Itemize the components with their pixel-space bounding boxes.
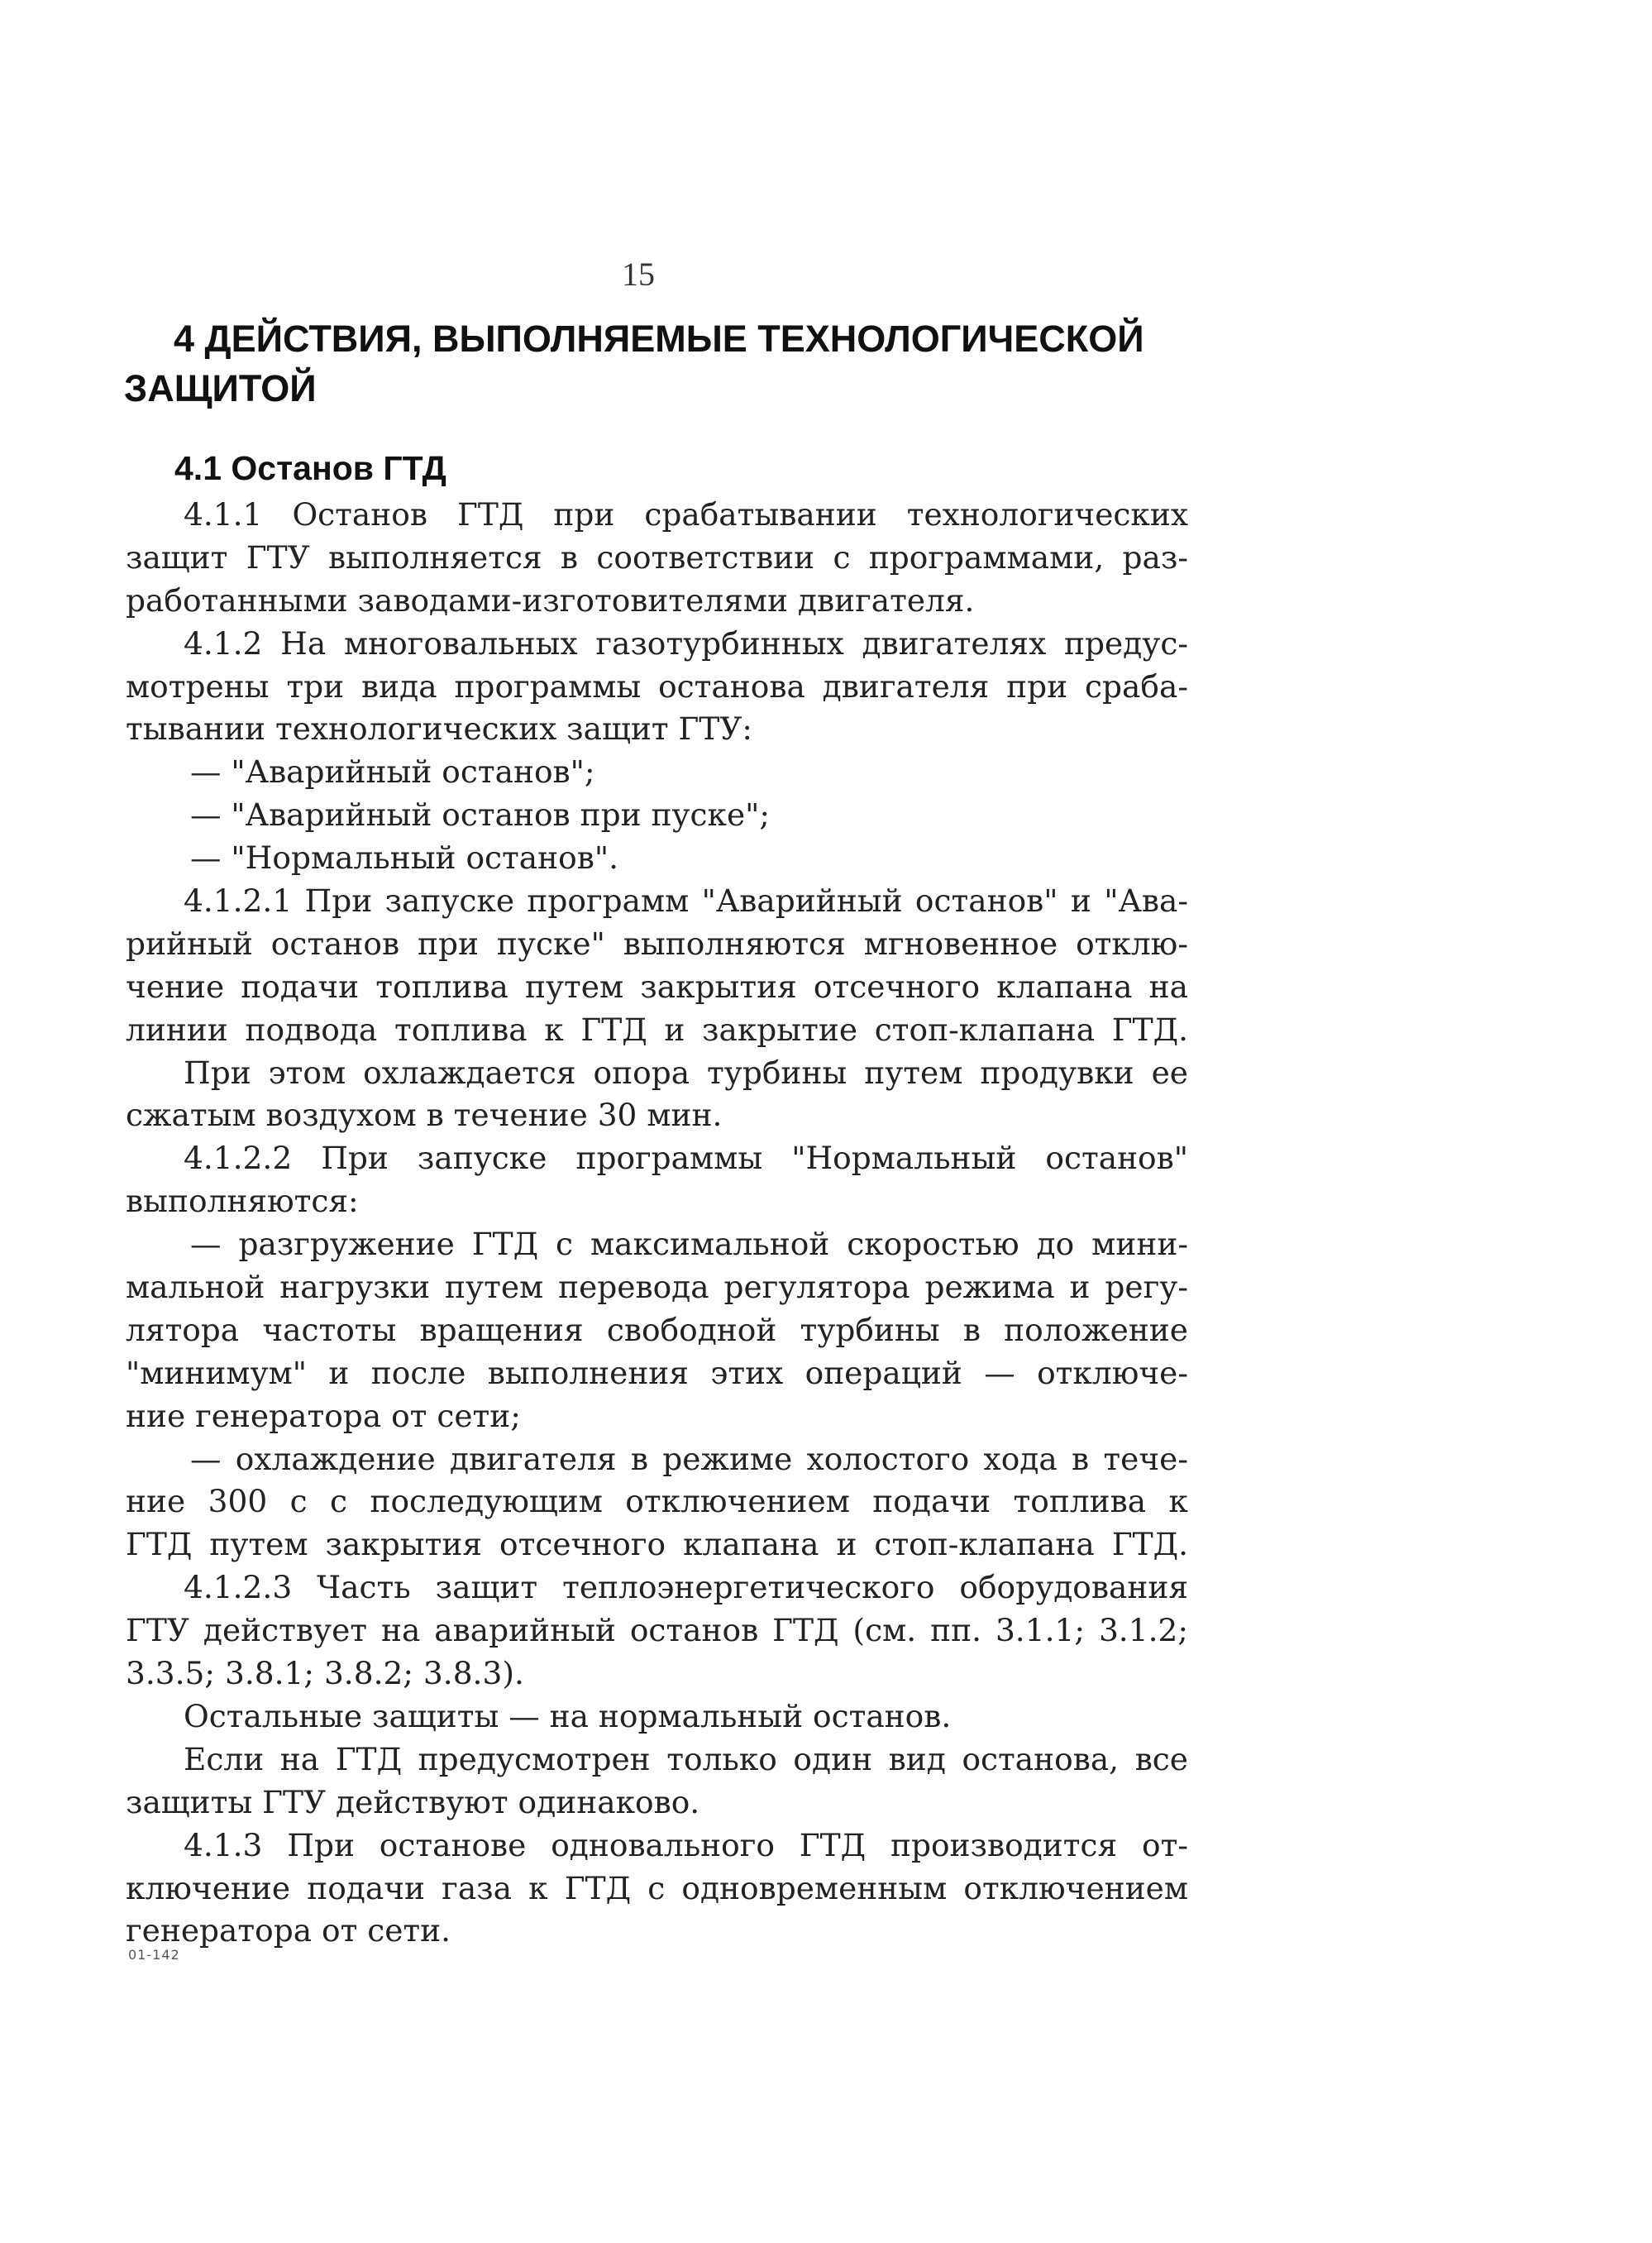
list-item: — "Нормальный останов". bbox=[190, 839, 619, 877]
body-text bbox=[126, 494, 1188, 1953]
text-line: 4.1.2.2 При запуске программы "Нормальный останов" bbox=[184, 1140, 1188, 1177]
page-number: 15 bbox=[622, 256, 655, 293]
text-line: ГТД путем закрытия отсечного клапана и стоп-клапана ГТД. bbox=[126, 1526, 1188, 1563]
text-line: Остальные защиты — на нормальный останов. bbox=[184, 1697, 952, 1734]
text-line: 4.1.2 На многовальных газотурбинных двигателях предус- bbox=[184, 624, 1188, 662]
text-line: 4.1.2.3 Часть защит теплоэнергетического оборудования bbox=[184, 1569, 1188, 1606]
text-line: линии подвода топлива к ГТД и закрытие стоп-клапана ГТД. bbox=[126, 1011, 1188, 1048]
text-line: мальной нагрузки путем перевода регулятора режима и регу- bbox=[126, 1269, 1188, 1306]
text-line: генератора от сети. bbox=[126, 1912, 451, 1949]
subsection-title: 4.1 Останов ГТД bbox=[174, 449, 446, 487]
text-line: защит ГТУ выполняется в соответствии с программами, раз- bbox=[126, 538, 1188, 576]
text-line: выполняются: bbox=[126, 1183, 359, 1220]
text-line: При этом охлаждается опора турбины путем продувки ее bbox=[184, 1054, 1188, 1091]
text-line: Если на ГТД предусмотрен только один вид останова, все bbox=[184, 1740, 1188, 1777]
section-title bbox=[124, 314, 1199, 414]
text-line: рийный останов при пуске" выполняются мгновенное отклю- bbox=[126, 925, 1188, 962]
section-title-line-2: ЗАЩИТОЙ bbox=[124, 367, 317, 409]
text-line: тывании технологических защит ГТУ: bbox=[126, 710, 753, 748]
text-line: ние 300 с с последующим отключением подачи топлива к bbox=[126, 1483, 1188, 1520]
text-line: 4.1.3 При останове одновального ГТД производится от- bbox=[184, 1826, 1188, 1863]
list-item: — "Аварийный останов при пуске"; bbox=[190, 796, 771, 834]
text-line: чение подачи топлива путем закрытия отсечного клапана на bbox=[126, 968, 1188, 1005]
footer-code: 01-142 bbox=[128, 1947, 180, 1963]
text-line: "минимум" и после выполнения этих операций — отключе- bbox=[126, 1354, 1188, 1391]
text-line: 3.3.5; 3.8.1; 3.8.2; 3.8.3). bbox=[126, 1655, 524, 1692]
text-line: сжатым воздухом в течение 30 мин. bbox=[126, 1097, 723, 1134]
text-line: защиты ГТУ действуют одинаково. bbox=[126, 1783, 700, 1820]
list-item: — охлаждение двигателя в режиме холостого хода в тече- bbox=[190, 1440, 1188, 1477]
list-item: — разгружение ГТД с максимальной скоростью до мини- bbox=[190, 1226, 1188, 1263]
text-line: 4.1.1 Останов ГТД при срабатывании технологических bbox=[184, 496, 1188, 533]
section-title-line-1: 4 ДЕЙСТВИЯ, ВЫПОЛНЯЕМЫЕ ТЕХНОЛОГИЧЕСКОЙ bbox=[174, 318, 1144, 360]
text-line: мотрены три вида программы останова двигателя при сраба- bbox=[126, 667, 1188, 705]
text-line: 4.1.2.1 При запуске программ "Аварийный останов" и "Ава- bbox=[184, 882, 1188, 920]
text-line: работанными заводами-изготовителями двигателя. bbox=[126, 581, 975, 619]
text-line: ГТУ действует на аварийный останов ГТД (см. пп. 3.1.1; 3.1.2; bbox=[126, 1612, 1188, 1649]
text-line: ние генератора от сети; bbox=[126, 1397, 521, 1434]
text-line: ключение подачи газа к ГТД с одновременным отключением bbox=[126, 1869, 1188, 1906]
list-item: — "Аварийный останов"; bbox=[190, 753, 595, 791]
text-line: лятора частоты вращения свободной турбины в положение bbox=[126, 1311, 1188, 1348]
